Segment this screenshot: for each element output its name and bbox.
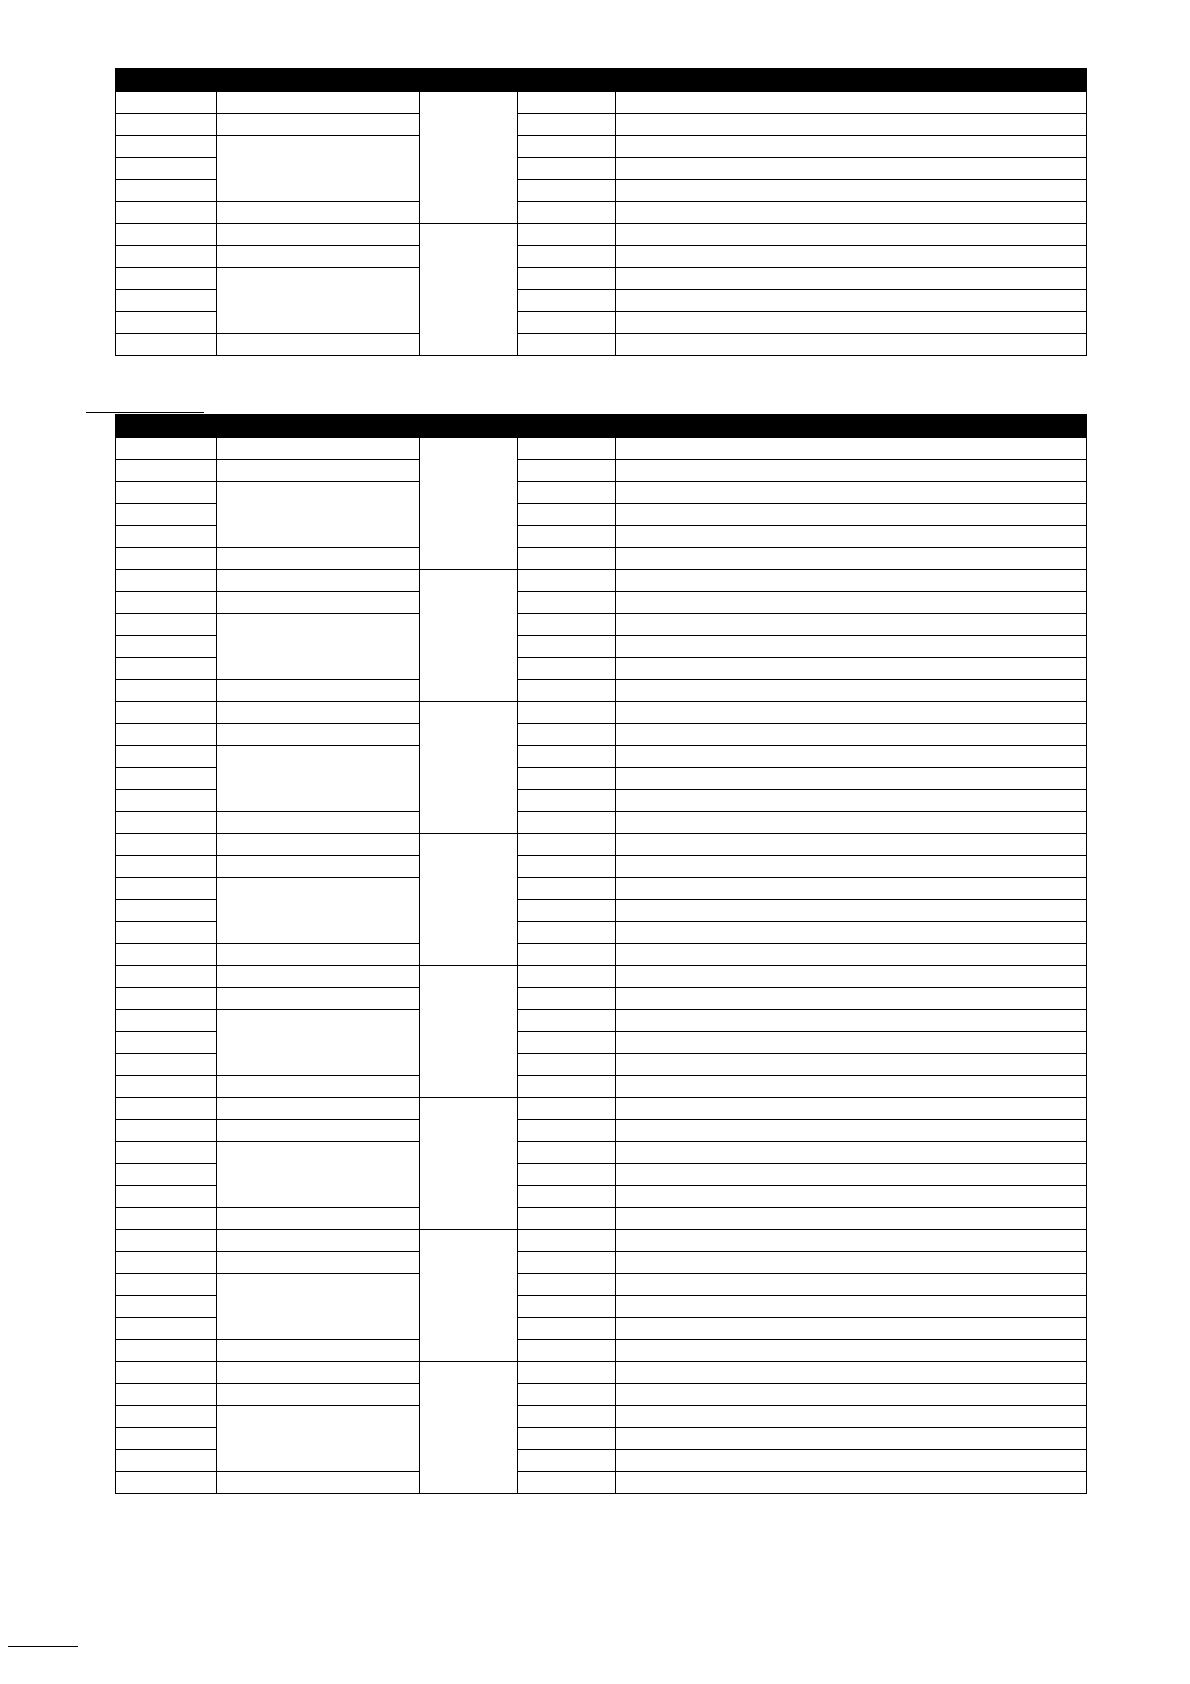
table-row [116, 1362, 1087, 1384]
cell-col-4 [518, 114, 616, 136]
table-row [116, 1384, 1087, 1406]
cell-col-1 [116, 1208, 217, 1230]
cell-col-1 [116, 790, 217, 812]
table-row [116, 1098, 1087, 1120]
cell-col-5 [616, 1186, 1087, 1208]
cell-col-4 [518, 856, 616, 878]
cell-col-4 [518, 1252, 616, 1274]
cell-col-4 [518, 1318, 616, 1340]
table-row [116, 1252, 1087, 1274]
cell-col-2 [217, 1120, 420, 1142]
cell-col-3-merged [420, 702, 518, 834]
cell-col-2 [217, 92, 420, 114]
cell-col-4 [518, 246, 616, 268]
cell-col-4 [518, 790, 616, 812]
cell-col-5 [616, 548, 1087, 570]
cell-col-2 [217, 592, 420, 614]
cell-col-1 [116, 92, 217, 114]
table-row [116, 570, 1087, 592]
cell-col-5 [616, 988, 1087, 1010]
cell-col-4 [518, 680, 616, 702]
cell-col-1 [116, 290, 217, 312]
cell-col-1 [116, 1406, 217, 1428]
cell-col-5 [616, 1142, 1087, 1164]
cell-col-2-merged [217, 1274, 420, 1340]
cell-col-1 [116, 202, 217, 224]
cell-col-1 [116, 944, 217, 966]
cell-col-2-merged [217, 614, 420, 680]
cell-col-1 [116, 334, 217, 356]
cell-col-3-merged [420, 438, 518, 570]
table-row [116, 224, 1087, 246]
cell-col-4 [518, 202, 616, 224]
cell-col-3-merged [420, 92, 518, 224]
cell-col-1 [116, 526, 217, 548]
cell-col-1 [116, 636, 217, 658]
cell-col-5 [616, 702, 1087, 724]
cell-col-1 [116, 1318, 217, 1340]
cell-col-2 [217, 1384, 420, 1406]
table-header-cell [116, 415, 1087, 438]
cell-col-4 [518, 1010, 616, 1032]
cell-col-4 [518, 1120, 616, 1142]
cell-col-5 [616, 1098, 1087, 1120]
cell-col-5 [616, 944, 1087, 966]
cell-col-4 [518, 1450, 616, 1472]
cell-col-5 [616, 1252, 1087, 1274]
cell-col-5 [616, 1010, 1087, 1032]
cell-col-5 [616, 136, 1087, 158]
cell-col-1 [116, 482, 217, 504]
cell-col-3-merged [420, 1230, 518, 1362]
footer-rule [8, 1646, 78, 1647]
cell-col-5 [616, 966, 1087, 988]
cell-col-1 [116, 114, 217, 136]
cell-col-1 [116, 746, 217, 768]
cell-col-4 [518, 922, 616, 944]
cell-col-2 [217, 548, 420, 570]
table-row [116, 1076, 1087, 1098]
cell-col-2 [217, 1098, 420, 1120]
cell-col-2-merged [217, 878, 420, 944]
cell-col-5 [616, 1318, 1087, 1340]
table-row [116, 334, 1087, 356]
cell-col-5 [616, 1472, 1087, 1494]
cell-col-1 [116, 460, 217, 482]
cell-col-5 [616, 570, 1087, 592]
cell-col-1 [116, 1450, 217, 1472]
cell-col-1 [116, 1010, 217, 1032]
table-row [116, 548, 1087, 570]
cell-col-5 [616, 1274, 1087, 1296]
cell-col-1 [116, 438, 217, 460]
table-row [116, 592, 1087, 614]
cell-col-5 [616, 482, 1087, 504]
cell-col-3-merged [420, 570, 518, 702]
table-row [116, 1472, 1087, 1494]
cell-col-2 [217, 114, 420, 136]
table-row [116, 1120, 1087, 1142]
cell-col-1 [116, 724, 217, 746]
cell-col-4 [518, 592, 616, 614]
cell-col-4 [518, 1406, 616, 1428]
table-body [116, 69, 1087, 356]
cell-col-2 [217, 1472, 420, 1494]
cell-col-2 [217, 1076, 420, 1098]
cell-col-5 [616, 658, 1087, 680]
cell-col-1 [116, 548, 217, 570]
cell-col-1 [116, 900, 217, 922]
cell-col-4 [518, 1274, 616, 1296]
cell-col-1 [116, 1340, 217, 1362]
cell-col-5 [616, 724, 1087, 746]
cell-col-5 [616, 1384, 1087, 1406]
cell-col-2 [217, 570, 420, 592]
cell-col-5 [616, 812, 1087, 834]
cell-col-3-merged [420, 966, 518, 1098]
cell-col-1 [116, 1472, 217, 1494]
cell-col-4 [518, 746, 616, 768]
table-row [116, 944, 1087, 966]
cell-col-5 [616, 1054, 1087, 1076]
cell-col-4 [518, 658, 616, 680]
cell-col-4 [518, 180, 616, 202]
cell-col-4 [518, 1340, 616, 1362]
cell-col-1 [116, 1230, 217, 1252]
cell-col-2 [217, 680, 420, 702]
table-row [116, 680, 1087, 702]
cell-col-3-merged [420, 1098, 518, 1230]
cell-col-2 [217, 460, 420, 482]
cell-col-4 [518, 268, 616, 290]
cell-col-4 [518, 224, 616, 246]
table-row [116, 92, 1087, 114]
cell-col-4 [518, 966, 616, 988]
cell-col-4 [518, 460, 616, 482]
cell-col-1 [116, 180, 217, 202]
cell-col-4 [518, 1032, 616, 1054]
cell-col-4 [518, 1230, 616, 1252]
cell-col-5 [616, 180, 1087, 202]
cell-col-5 [616, 1362, 1087, 1384]
cell-col-5 [616, 224, 1087, 246]
cell-col-1 [116, 834, 217, 856]
cell-col-1 [116, 268, 217, 290]
cell-col-4 [518, 834, 616, 856]
table-row [116, 136, 1087, 158]
cell-col-5 [616, 1450, 1087, 1472]
cell-col-5 [616, 290, 1087, 312]
cell-col-1 [116, 136, 217, 158]
cell-col-4 [518, 1208, 616, 1230]
cell-col-4 [518, 526, 616, 548]
cell-col-4 [518, 290, 616, 312]
cell-col-5 [616, 1340, 1087, 1362]
cell-col-1 [116, 922, 217, 944]
cell-col-2-merged [217, 136, 420, 202]
cell-col-5 [616, 334, 1087, 356]
cell-col-1 [116, 856, 217, 878]
cell-col-1 [116, 658, 217, 680]
cell-col-2 [217, 334, 420, 356]
cell-col-1 [116, 1054, 217, 1076]
cell-col-2 [217, 202, 420, 224]
cell-col-5 [616, 1230, 1087, 1252]
cell-col-4 [518, 1428, 616, 1450]
table-row [116, 856, 1087, 878]
cell-col-1 [116, 966, 217, 988]
table-row [116, 246, 1087, 268]
cell-col-5 [616, 114, 1087, 136]
cell-col-5 [616, 922, 1087, 944]
cell-col-1 [116, 312, 217, 334]
table-row [116, 114, 1087, 136]
cell-col-3-merged [420, 834, 518, 966]
cell-col-1 [116, 1428, 217, 1450]
table-row [116, 702, 1087, 724]
cell-col-4 [518, 1384, 616, 1406]
cell-col-1 [116, 504, 217, 526]
cell-col-5 [616, 246, 1087, 268]
table-header-cell [116, 69, 1087, 92]
cell-col-5 [616, 1076, 1087, 1098]
cell-col-4 [518, 136, 616, 158]
table-row [116, 1010, 1087, 1032]
cell-col-4 [518, 482, 616, 504]
table-row [116, 724, 1087, 746]
cell-col-4 [518, 92, 616, 114]
cell-col-1 [116, 1384, 217, 1406]
cell-col-2-merged [217, 482, 420, 548]
cell-col-2 [217, 988, 420, 1010]
cell-col-3-merged [420, 224, 518, 356]
cell-col-4 [518, 158, 616, 180]
table-row [116, 460, 1087, 482]
cell-col-1 [116, 1076, 217, 1098]
table-row [116, 438, 1087, 460]
cell-col-4 [518, 548, 616, 570]
cell-col-2 [217, 1362, 420, 1384]
cell-col-1 [116, 988, 217, 1010]
table-row [116, 1340, 1087, 1362]
cell-col-4 [518, 1296, 616, 1318]
table-row [116, 1208, 1087, 1230]
cell-col-2 [217, 224, 420, 246]
cell-col-5 [616, 856, 1087, 878]
cell-col-5 [616, 1296, 1087, 1318]
cell-col-1 [116, 1164, 217, 1186]
cell-col-1 [116, 246, 217, 268]
cell-col-4 [518, 944, 616, 966]
cell-col-2 [217, 1340, 420, 1362]
table-row [116, 1274, 1087, 1296]
table-row [116, 746, 1087, 768]
cell-col-1 [116, 1032, 217, 1054]
cell-col-1 [116, 592, 217, 614]
table-row [116, 1406, 1087, 1428]
cell-col-4 [518, 1054, 616, 1076]
cell-col-5 [616, 268, 1087, 290]
cell-col-2-merged [217, 1142, 420, 1208]
table-row [116, 812, 1087, 834]
cell-col-5 [616, 504, 1087, 526]
cell-col-2-merged [217, 268, 420, 334]
cell-col-5 [616, 746, 1087, 768]
section-rule [86, 412, 204, 413]
cell-col-2-merged [217, 1406, 420, 1472]
data-table-1 [115, 68, 1087, 356]
cell-col-1 [116, 1098, 217, 1120]
table-row [116, 966, 1087, 988]
cell-col-2 [217, 856, 420, 878]
cell-col-5 [616, 878, 1087, 900]
cell-col-4 [518, 900, 616, 922]
cell-col-1 [116, 1252, 217, 1274]
cell-col-1 [116, 614, 217, 636]
cell-col-4 [518, 988, 616, 1010]
cell-col-5 [616, 614, 1087, 636]
cell-col-5 [616, 1164, 1087, 1186]
table-body [116, 415, 1087, 1494]
cell-col-4 [518, 1186, 616, 1208]
cell-col-5 [616, 790, 1087, 812]
cell-col-5 [616, 768, 1087, 790]
cell-col-4 [518, 1164, 616, 1186]
cell-col-2 [217, 1230, 420, 1252]
cell-col-1 [116, 1142, 217, 1164]
cell-col-1 [116, 768, 217, 790]
cell-col-5 [616, 1406, 1087, 1428]
cell-col-1 [116, 680, 217, 702]
cell-col-2 [217, 944, 420, 966]
cell-col-4 [518, 312, 616, 334]
table-header-row [116, 69, 1087, 92]
cell-col-2 [217, 834, 420, 856]
cell-col-1 [116, 878, 217, 900]
cell-col-5 [616, 1208, 1087, 1230]
cell-col-2 [217, 438, 420, 460]
cell-col-1 [116, 812, 217, 834]
cell-col-5 [616, 202, 1087, 224]
cell-col-1 [116, 224, 217, 246]
cell-col-5 [616, 834, 1087, 856]
cell-col-5 [616, 680, 1087, 702]
cell-col-4 [518, 702, 616, 724]
cell-col-1 [116, 1362, 217, 1384]
cell-col-2-merged [217, 1010, 420, 1076]
cell-col-2-merged [217, 746, 420, 812]
cell-col-4 [518, 636, 616, 658]
cell-col-4 [518, 1472, 616, 1494]
cell-col-5 [616, 438, 1087, 460]
data-table-2 [115, 414, 1087, 1494]
cell-col-4 [518, 570, 616, 592]
cell-col-4 [518, 614, 616, 636]
table-row [116, 878, 1087, 900]
table-row [116, 268, 1087, 290]
table-row [116, 1142, 1087, 1164]
table-row [116, 988, 1087, 1010]
table-row [116, 482, 1087, 504]
cell-col-2 [217, 812, 420, 834]
cell-col-4 [518, 768, 616, 790]
cell-col-5 [616, 1428, 1087, 1450]
cell-col-5 [616, 92, 1087, 114]
cell-col-2 [217, 1252, 420, 1274]
cell-col-5 [616, 312, 1087, 334]
cell-col-1 [116, 1274, 217, 1296]
cell-col-2 [217, 966, 420, 988]
cell-col-5 [616, 592, 1087, 614]
cell-col-5 [616, 460, 1087, 482]
cell-col-2 [217, 1208, 420, 1230]
cell-col-5 [616, 636, 1087, 658]
table-row [116, 614, 1087, 636]
cell-col-5 [616, 158, 1087, 180]
cell-col-4 [518, 1076, 616, 1098]
cell-col-4 [518, 438, 616, 460]
cell-col-5 [616, 526, 1087, 548]
cell-col-5 [616, 1120, 1087, 1142]
table-header-row [116, 415, 1087, 438]
cell-col-4 [518, 812, 616, 834]
cell-col-1 [116, 1186, 217, 1208]
cell-col-4 [518, 878, 616, 900]
cell-col-2 [217, 702, 420, 724]
cell-col-1 [116, 570, 217, 592]
table-row [116, 202, 1087, 224]
cell-col-4 [518, 334, 616, 356]
cell-col-4 [518, 1098, 616, 1120]
cell-col-1 [116, 158, 217, 180]
cell-col-4 [518, 1142, 616, 1164]
cell-col-1 [116, 1296, 217, 1318]
cell-col-1 [116, 1120, 217, 1142]
cell-col-4 [518, 1362, 616, 1384]
cell-col-4 [518, 504, 616, 526]
cell-col-2 [217, 724, 420, 746]
table-row [116, 834, 1087, 856]
cell-col-4 [518, 724, 616, 746]
cell-col-3-merged [420, 1362, 518, 1494]
cell-col-5 [616, 1032, 1087, 1054]
cell-col-5 [616, 900, 1087, 922]
cell-col-1 [116, 702, 217, 724]
cell-col-2 [217, 246, 420, 268]
table-row [116, 1230, 1087, 1252]
